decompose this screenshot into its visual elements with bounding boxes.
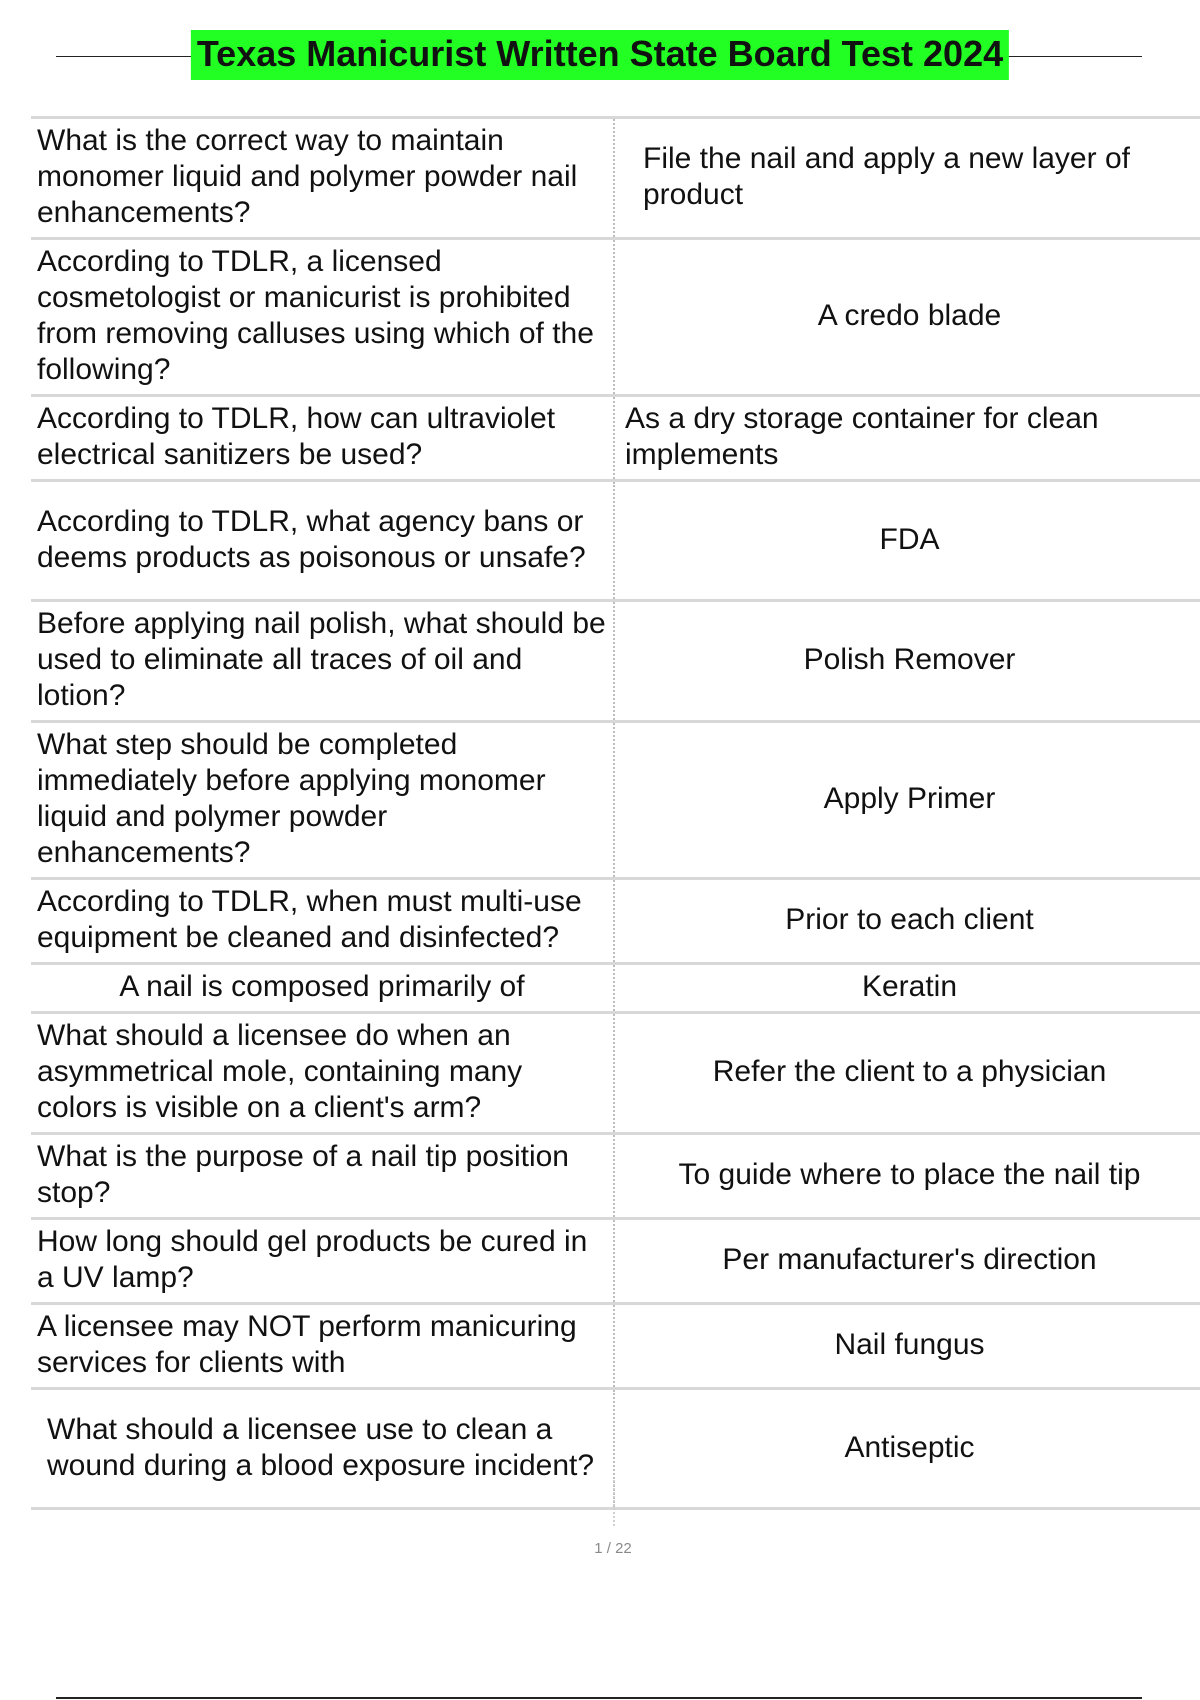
question-cell: Before applying nail polish, what should be used to eliminate all traces of oil and lotion? <box>31 601 614 722</box>
answer-cell: As a dry storage container for clean implements <box>614 396 1200 481</box>
answer-cell: Refer the client to a physician <box>614 1013 1200 1134</box>
qa-row <box>31 1389 1200 1509</box>
answer-cell: Nail fungus <box>614 1304 1200 1389</box>
qa-table <box>31 116 1200 1510</box>
qa-row <box>31 1219 1200 1304</box>
bottom-rule <box>56 1697 1142 1699</box>
answer-cell: To guide where to place the nail tip <box>614 1134 1200 1219</box>
qa-row <box>31 1134 1200 1219</box>
question-cell: A nail is composed primarily of <box>31 964 614 1013</box>
question-cell: What should a licensee use to clean a wound during a blood exposure incident? <box>31 1389 614 1509</box>
answer-cell: File the nail and apply a new layer of product <box>614 118 1200 239</box>
qa-row <box>31 601 1200 722</box>
answer-cell: Polish Remover <box>614 601 1200 722</box>
question-cell: What step should be completed immediately before applying monomer liquid and polymer powder enhancements? <box>31 722 614 879</box>
qa-row <box>31 879 1200 964</box>
question-cell: According to TDLR, when must multi-use equipment be cleaned and disinfected? <box>31 879 614 964</box>
answer-cell: Per manufacturer's direction <box>614 1219 1200 1304</box>
question-cell: What should a licensee do when an asymmetrical mole, containing many colors is visible on a client's arm? <box>31 1013 614 1134</box>
answer-cell: A credo blade <box>614 239 1200 396</box>
answer-cell: Keratin <box>614 964 1200 1013</box>
question-cell: How long should gel products be cured in a UV lamp? <box>31 1219 614 1304</box>
answer-cell: Prior to each client <box>614 879 1200 964</box>
answer-cell: Antiseptic <box>614 1389 1200 1509</box>
qa-row <box>31 964 1200 1013</box>
question-cell: What is the purpose of a nail tip position stop? <box>31 1134 614 1219</box>
answer-cell: FDA <box>614 481 1200 601</box>
qa-row <box>31 1304 1200 1389</box>
qa-row <box>31 722 1200 879</box>
column-divider-tail <box>613 1480 615 1526</box>
question-cell: A licensee may NOT perform manicuring services for clients with <box>31 1304 614 1389</box>
qa-row <box>31 239 1200 396</box>
page-number: 1 / 22 <box>594 1540 632 1557</box>
question-cell: According to TDLR, what agency bans or deems products as poisonous or unsafe? <box>31 481 614 601</box>
question-cell: According to TDLR, a licensed cosmetologist or manicurist is prohibited from removing calluses using which of the following? <box>31 239 614 396</box>
qa-row <box>31 1013 1200 1134</box>
qa-row <box>31 481 1200 601</box>
qa-row <box>31 118 1200 239</box>
document-title: Texas Manicurist Written State Board Test 2024 <box>191 30 1009 80</box>
question-cell: What is the correct way to maintain monomer liquid and polymer powder nail enhancements? <box>31 118 614 239</box>
qa-row <box>31 396 1200 481</box>
question-cell: According to TDLR, how can ultraviolet electrical sanitizers be used? <box>31 396 614 481</box>
answer-cell: Apply Primer <box>614 722 1200 879</box>
